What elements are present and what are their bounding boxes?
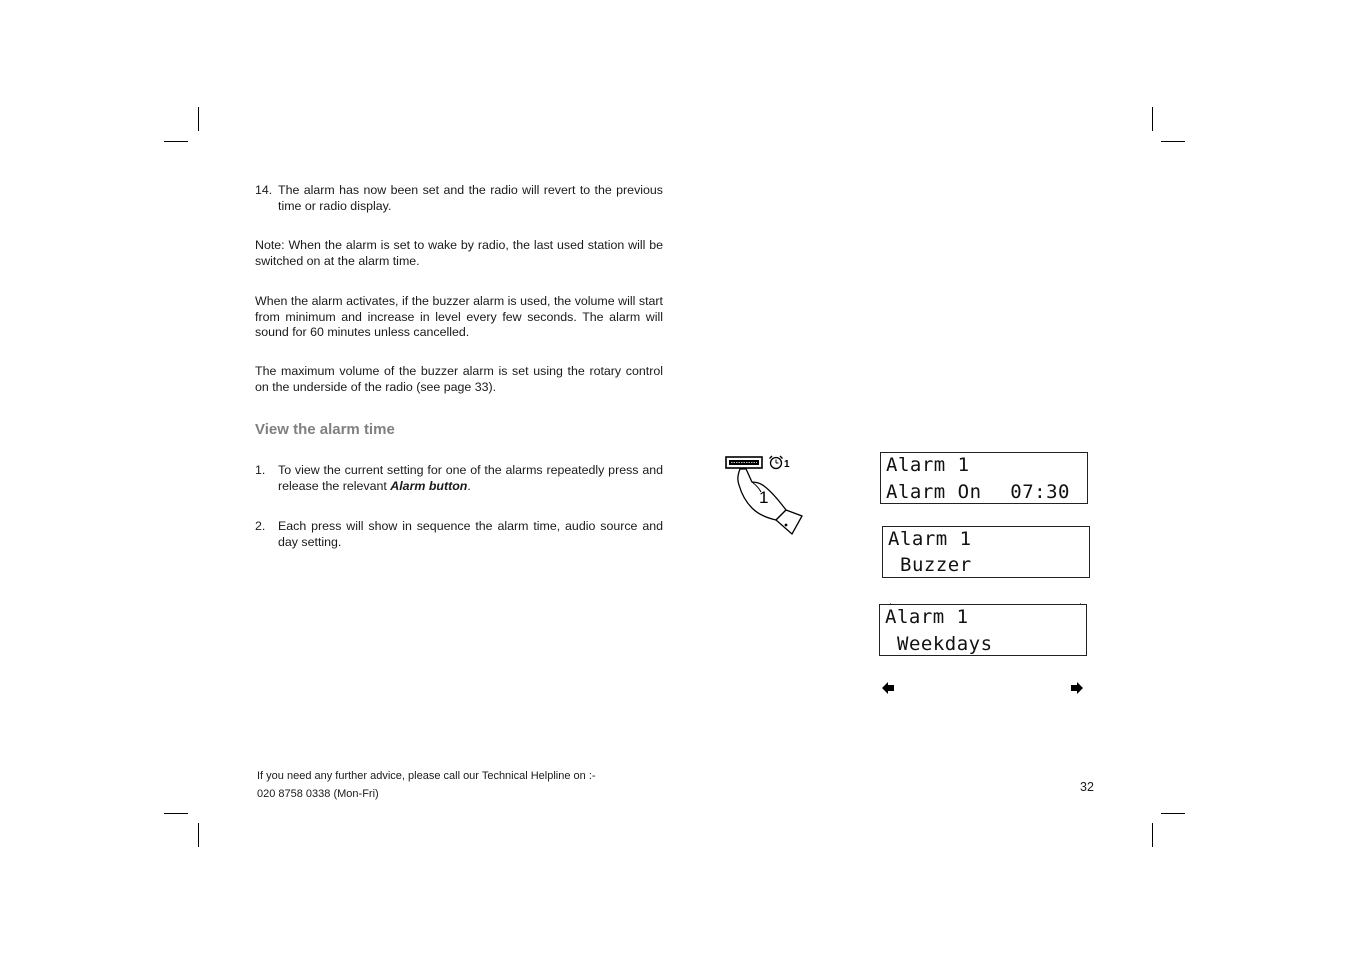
step-number: 2. bbox=[255, 519, 266, 533]
right-arrow-icon bbox=[1074, 559, 1086, 571]
svg-text:1: 1 bbox=[759, 488, 769, 507]
step-text: The alarm has now been set and the radio will revert to the previous time or radio display. bbox=[278, 183, 663, 213]
step-14 bbox=[255, 183, 663, 214]
section-heading: View the alarm time bbox=[255, 421, 395, 438]
crop-mark bbox=[198, 823, 199, 847]
alarm-clock-icon bbox=[770, 456, 783, 469]
max-volume-paragraph: The maximum volume of the buzzer alarm is set using the rotary control on the underside of the radio (see page 33). bbox=[255, 364, 663, 394]
helpline-text: If you need any further advice, please call our Technical Helpline on :- bbox=[257, 770, 596, 782]
alarm-button-term: Alarm button bbox=[390, 478, 468, 493]
crop-mark bbox=[198, 107, 199, 131]
step-number: 14. bbox=[255, 183, 273, 197]
step-1 bbox=[255, 463, 663, 494]
svg-text:1: 1 bbox=[784, 459, 790, 470]
lcd-line-2: Weekdays bbox=[882, 633, 1083, 655]
lcd-line-1: Alarm 1 bbox=[886, 454, 970, 476]
right-arrow-icon bbox=[1071, 638, 1083, 650]
crop-mark bbox=[1152, 107, 1153, 131]
crop-mark bbox=[1161, 141, 1185, 142]
page-number: 32 bbox=[1080, 780, 1094, 794]
step-number: 1. bbox=[255, 463, 266, 477]
helpline-number: 020 8758 0338 (Mon-Fri) bbox=[257, 788, 379, 800]
step-text: Each press will show in sequence the alarm time, audio source and day setting. bbox=[278, 519, 663, 549]
lcd-display-alarm-time bbox=[880, 452, 1088, 504]
lcd-display-day-setting bbox=[879, 604, 1087, 656]
lcd-line-1: Alarm 1 bbox=[888, 528, 972, 550]
step-text: To view the current setting for one of the alarms repeatedly press and release the relevant Alarm button. bbox=[278, 463, 663, 493]
note-paragraph: Note: When the alarm is set to wake by radio, the last used station will be switched on at the alarm time. bbox=[255, 238, 663, 268]
crop-mark bbox=[164, 813, 188, 814]
crop-mark bbox=[1161, 813, 1185, 814]
crop-mark bbox=[164, 141, 188, 142]
left-arrow-icon bbox=[885, 559, 897, 571]
crop-mark bbox=[1152, 823, 1153, 847]
lcd-line-2: Buzzer bbox=[885, 554, 1086, 576]
lcd-line-2: Alarm On 07:30 bbox=[886, 481, 1070, 503]
step-2 bbox=[255, 519, 663, 550]
left-arrow-icon bbox=[882, 638, 894, 650]
activation-paragraph: When the alarm activates, if the buzzer alarm is used, the volume will start from minimum and increase in level every few seconds. The alarm will sound for 60 minutes unless cancelled. bbox=[255, 294, 663, 340]
lcd-line-1: Alarm 1 bbox=[885, 606, 969, 628]
lcd-display-audio-source bbox=[882, 526, 1090, 578]
finger-press-alarm-button-illustration bbox=[722, 452, 812, 538]
